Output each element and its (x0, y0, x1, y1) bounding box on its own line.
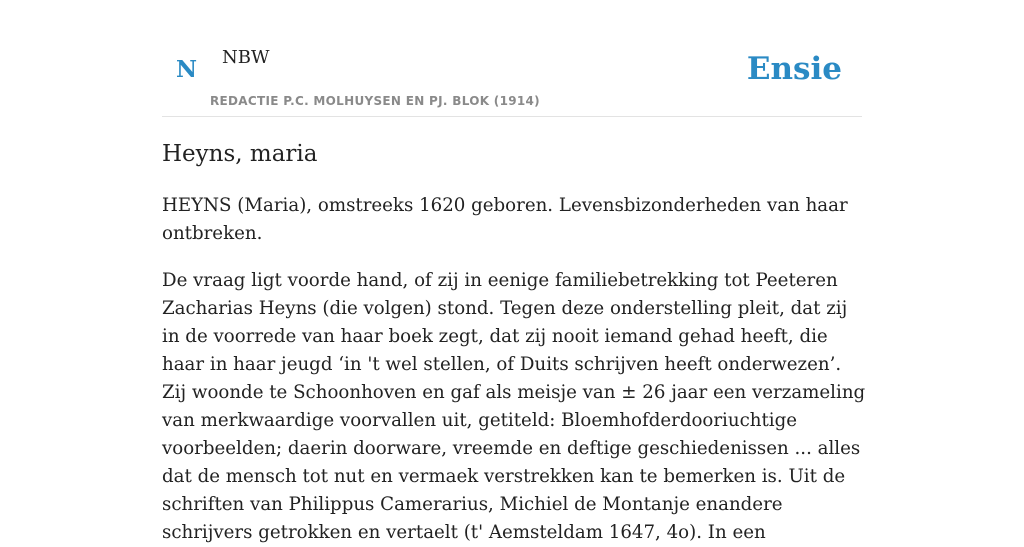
source-name[interactable]: NBW (222, 47, 270, 68)
brand-logo[interactable]: Ensie (746, 51, 842, 87)
source-logo[interactable]: N (176, 56, 198, 83)
article-title: Heyns, maria (162, 141, 318, 167)
article (162, 136, 866, 547)
source-editors: REDACTIE P.C. MOLHUYSEN EN PJ. BLOK (1914) (210, 94, 540, 108)
article-paragraph: De vraag ligt voorde hand, of zij in eenige familiebetrekking tot Peeteren Zacharias Heyns (die volgen) stond. Tegen deze onderstelling pleit, dat zij in de voorrede van haar boek zegt, dat zij nooit iemand gehad heeft, die haar in haar jeugd ‘in 't wel stellen, of Duits schrijven heeft onderwezen’. Zij woonde te Schoonhoven en gaf als meisje van ± 26 jaar een verzameling van merkwaardige voorvallen uit, getiteld: Bloemhofderdooriuchtige voorbeelden; daerin doorware, vreemde en deftige geschiedenissen ... alles dat de mensch tot nut en vermaek verstrekken kan te bemerken is. Uit de schriften van Philippus Camerarius, Michiel de Montanje enandere schrijvers getrokken en vertaelt (t' Aemsteldam 1647, 4o). In een (162, 270, 866, 543)
site-header (162, 0, 862, 117)
article-paragraph: HEYNS (Maria), omstreeks 1620 geboren. Levensbizonderheden van haar ontbreken. (162, 195, 848, 244)
